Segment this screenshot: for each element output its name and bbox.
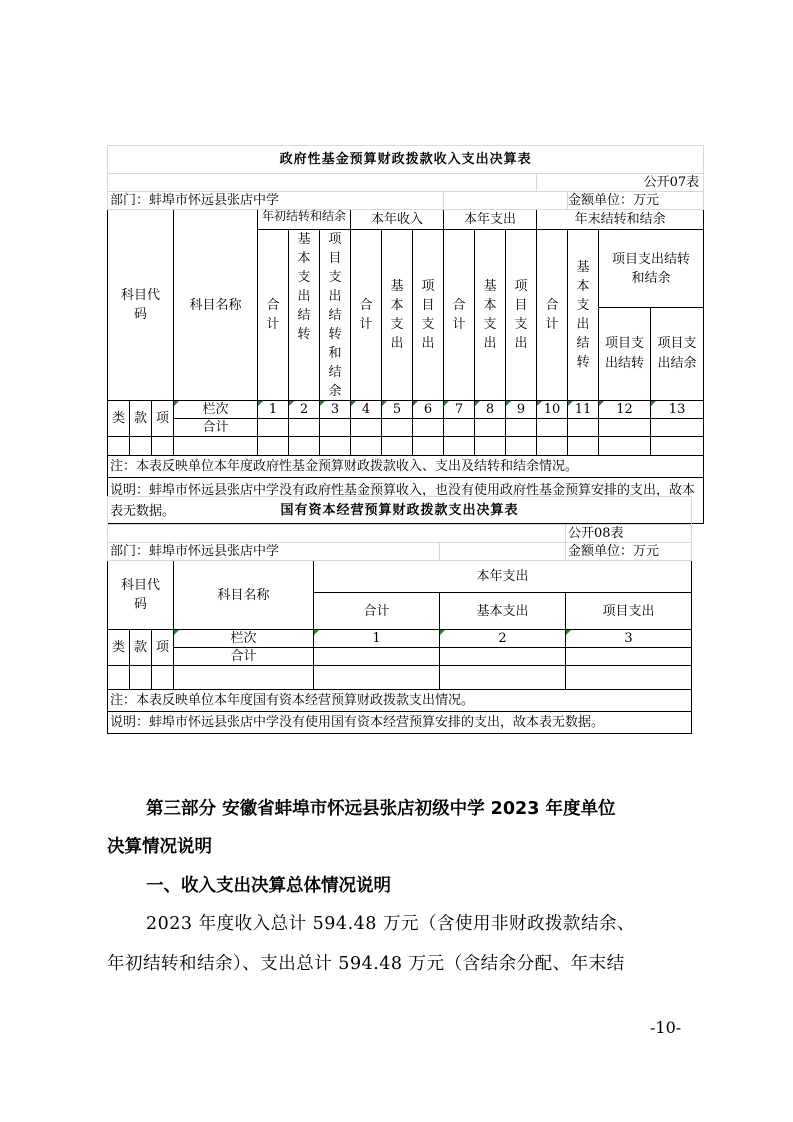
col-num: 2 bbox=[440, 630, 566, 648]
group-income-header: 本年收入 bbox=[351, 210, 444, 230]
col-num: 1 bbox=[258, 401, 289, 419]
end-project-surplus-header: 项目支出结余 bbox=[651, 308, 704, 401]
col-num: 3 bbox=[566, 630, 692, 648]
end-project-group-header: 项目支出结转和结余 bbox=[599, 230, 704, 308]
col-num: 6 bbox=[413, 401, 444, 419]
row-lanci-label: 栏次 bbox=[174, 401, 258, 419]
dept-label: 部门：蚌埠市怀远县张店中学 bbox=[108, 192, 444, 210]
kuan-header: 款 bbox=[130, 630, 152, 666]
row-total-label: 合计 bbox=[174, 648, 314, 666]
income-basic-header: 基本支出 bbox=[382, 230, 413, 401]
expense-total-header: 合计 bbox=[314, 593, 440, 630]
section-heading-line2: 决算情况说明 bbox=[107, 837, 212, 857]
table-code: 公开07表 bbox=[537, 174, 704, 192]
col-num: 12 bbox=[599, 401, 651, 419]
col-num: 3 bbox=[320, 401, 351, 419]
col-num: 2 bbox=[289, 401, 320, 419]
table-note: 注：本表反映单位本年度政府性基金预算财政拨款收入、支出及结转和结余情况。 bbox=[108, 456, 704, 478]
col-num: 5 bbox=[382, 401, 413, 419]
subject-name-header: 科目名称 bbox=[174, 561, 314, 630]
expense-basic-header: 基本支出 bbox=[440, 593, 566, 630]
subject-code-header: 科目代码 bbox=[108, 561, 174, 630]
end-total-header: 合计 bbox=[537, 230, 568, 401]
group-expense-header: 本年支出 bbox=[314, 561, 692, 593]
expense-project-header: 项目支出 bbox=[506, 230, 537, 401]
row-total-label: 合计 bbox=[174, 419, 258, 437]
end-project-carry-header: 项目支出结转 bbox=[599, 308, 651, 401]
col-num: 11 bbox=[568, 401, 599, 419]
col-num: 4 bbox=[351, 401, 382, 419]
kuan-header: 款 bbox=[130, 401, 152, 437]
subheading: 一、收入支出决算总体情况说明 bbox=[146, 876, 391, 896]
page-number: -10- bbox=[650, 1018, 682, 1037]
expense-project-header: 项目支出 bbox=[566, 593, 692, 630]
table-note: 注：本表反映单位本年度国有资本经营预算财政拨款支出情况。 bbox=[108, 690, 692, 712]
income-project-header: 项目支出 bbox=[413, 230, 444, 401]
col-num: 10 bbox=[537, 401, 568, 419]
state-capital-table bbox=[107, 496, 692, 734]
expense-basic-header: 基本支出 bbox=[475, 230, 506, 401]
expense-total-header: 合计 bbox=[444, 230, 475, 401]
col-num: 13 bbox=[651, 401, 704, 419]
dept-label: 部门：蚌埠市怀远县张店中学 bbox=[108, 543, 440, 561]
lei-header: 类 bbox=[108, 401, 130, 437]
income-total-header: 合计 bbox=[351, 230, 382, 401]
group-end-header: 年末结转和结余 bbox=[537, 210, 704, 230]
table-explanation: 说明：蚌埠市怀远县张店中学没有使用国有资本经营预算安排的支出，故本表无数据。 bbox=[108, 712, 692, 734]
begin-total-header: 合计 bbox=[258, 230, 289, 401]
unit-label: 金额单位：万元 bbox=[566, 543, 692, 561]
subject-code-header: 科目代码 bbox=[108, 210, 174, 401]
table-title: 国有资本经营预算财政拨款支出决算表 bbox=[108, 497, 692, 525]
begin-basic-header: 基本支出结转 bbox=[289, 230, 320, 401]
section-heading-line1: 第三部分 安徽省蚌埠市怀远县张店初级中学 2023 年度单位 bbox=[146, 799, 616, 819]
paragraph-line1: 2023 年度收入总计 594.48 万元（含使用非财政拨款结余、 bbox=[146, 914, 635, 934]
col-num: 1 bbox=[314, 630, 440, 648]
table-title: 政府性基金预算财政拨款收入支出决算表 bbox=[108, 146, 704, 174]
group-expense-header: 本年支出 bbox=[444, 210, 537, 230]
table-explanation: 说明：蚌埠市怀远县张店中学没有政府性基金预算收入，也没有使用政府性基金预算安排的支出，故本表无数据。 bbox=[108, 478, 704, 524]
end-basic-header: 基本支出结转 bbox=[568, 230, 599, 401]
col-num: 7 bbox=[444, 401, 475, 419]
unit-label: 金额单位：万元 bbox=[568, 192, 704, 210]
gov-fund-table bbox=[107, 145, 704, 524]
row-lanci-label: 栏次 bbox=[174, 630, 314, 648]
paragraph-line2: 年初结转和结余）、支出总计 594.48 万元（含结余分配、年末结 bbox=[107, 954, 625, 974]
subject-name-header: 科目名称 bbox=[174, 210, 258, 401]
xiang-header: 项 bbox=[152, 401, 174, 437]
col-num: 9 bbox=[506, 401, 537, 419]
col-num: 8 bbox=[475, 401, 506, 419]
begin-project-header: 项目支出结转和结余 bbox=[320, 230, 351, 401]
xiang-header: 项 bbox=[152, 630, 174, 666]
lei-header: 类 bbox=[108, 630, 130, 666]
group-begin-header: 年初结转和结余 bbox=[258, 210, 351, 230]
table-code: 公开08表 bbox=[566, 525, 692, 543]
